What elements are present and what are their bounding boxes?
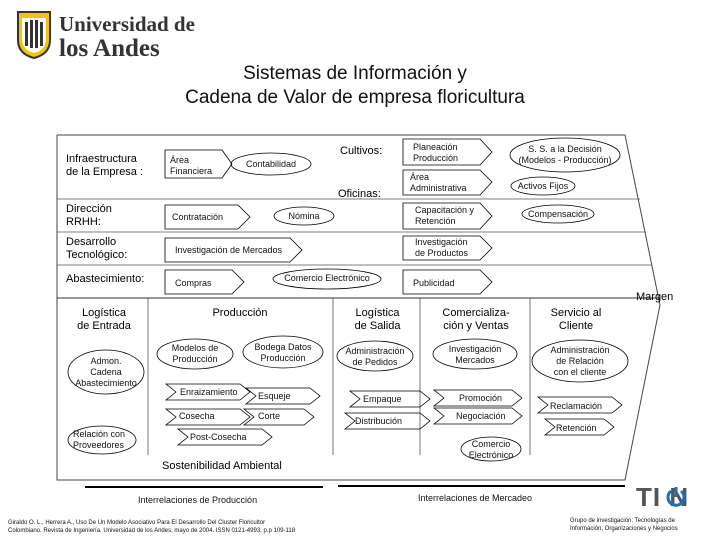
contabilidad-label: Contabilidad: [245, 159, 297, 169]
logistica-entrada-header: [60, 307, 148, 333]
enraizamiento-label: Enraizamiento: [180, 387, 238, 397]
empaque-label: Empaque: [363, 394, 402, 404]
rrhh-line2: RRHH:: [66, 216, 101, 228]
comercializacion-line2: ción y Ventas: [443, 320, 509, 332]
desarrollo-line2: Tecnológico:: [66, 249, 128, 261]
inv-productos-label: [415, 237, 468, 259]
oficinas-label: Oficinas:: [338, 188, 381, 200]
inv-productos-line2: de Productos: [415, 248, 469, 258]
sostenibilidad-label: Sostenibilidad Ambiental: [162, 460, 282, 472]
comercio-electronico-primary-line2: Electrónico: [468, 450, 514, 460]
promocion-label: Promoción: [459, 393, 503, 403]
interrelaciones-produccion-label: Interrelaciones de Producción: [138, 495, 258, 505]
university-line2: los Andes: [59, 35, 160, 62]
citation-line2: Colombiano. Revista de Ingeniería. Universidad de los Andes, mayo de 2004. ISSN 0121-4993. p.p 109-118: [8, 528, 296, 534]
planeacion-line1: Planeación: [413, 142, 458, 152]
comercio-electronico-primary-label: [459, 439, 523, 461]
modelos-produccion-label: [157, 343, 233, 365]
relacion-proveedores-label: [73, 429, 125, 451]
capacitacion-line1: Capacitación y: [415, 205, 475, 215]
area-administrativa-line2: Administrativa: [410, 183, 467, 193]
logistica-entrada-line2: de Entrada: [77, 320, 131, 332]
power-icon: [666, 486, 686, 510]
infraestructura-label: [66, 153, 143, 179]
modelos-produccion-line2: Producción: [172, 354, 218, 364]
comercio-electronico-primary-line1: Comercio: [471, 439, 511, 449]
interrelaciones-mercadeo-label: Interrelaciones de Mercadeo: [418, 493, 533, 503]
publicidad-label: Publicidad: [413, 278, 455, 288]
nomina-label: Nómina: [288, 211, 320, 221]
admin-relacion-line3: con el cliente: [553, 367, 607, 377]
post-cosecha-label: Post-Cosecha: [190, 432, 247, 442]
planeacion-label: [413, 142, 458, 164]
admin-pedidos-line2: de Pedidos: [352, 357, 398, 367]
inv-mercados-primary-label: [433, 344, 517, 366]
contratacion-label: Contratación: [172, 212, 224, 222]
page-title-line2: Cadena de Valor de empresa floricultura: [185, 87, 525, 108]
ss-decision-label: [508, 144, 622, 166]
distribucion-label: Distribución: [355, 416, 403, 426]
planeacion-line2: Producción: [413, 153, 459, 163]
relacion-proveedores-line2: Proveedores: [73, 440, 125, 450]
area-administrativa-line1: Área: [410, 172, 430, 182]
logistica-salida-line2: de Salida: [354, 320, 401, 332]
citation: [8, 519, 295, 535]
servicio-header: [532, 307, 620, 333]
relacion-proveedores-line1: Relación con: [73, 429, 126, 439]
area-financiera-line2: Financiera: [170, 166, 213, 176]
admin-pedidos-label: [337, 346, 413, 368]
compras-label: Compras: [175, 278, 212, 288]
ss-decision-line1: S. S. a la Decisión: [528, 144, 602, 154]
research-group-line1: Grupo de investigación: Tecnologías de: [570, 518, 675, 524]
modelos-produccion-line1: Modelos de: [171, 343, 219, 353]
admon-line2: Cadena: [90, 367, 122, 377]
infraestructura-line2: de la Empresa :: [66, 166, 144, 178]
admin-relacion-line2: de Relación: [556, 356, 604, 366]
tion-logo: [636, 482, 704, 514]
area-financiera-line1: Área: [170, 155, 190, 165]
servicio-line2: Cliente: [558, 320, 594, 332]
servicio-line1: Servicio al: [550, 307, 602, 319]
inv-mercados-support-label: Investigación de Mercados: [175, 245, 283, 255]
admin-relacion-label: [534, 345, 626, 378]
admon-label: [68, 356, 144, 389]
compensacion-label: Compensación: [527, 209, 589, 219]
margen-label: Margen: [636, 291, 674, 303]
area-financiera-label: [170, 155, 212, 177]
inv-mercados-primary-line1: Investigación: [448, 344, 502, 354]
university-line1: Universidad de: [59, 12, 195, 36]
comercio-electronico-label: Comercio Electrónico: [284, 273, 370, 283]
reclamacion-label: Reclamación: [550, 401, 603, 411]
inv-productos-line1: Investigación: [415, 237, 468, 247]
comercializacion-header: [422, 307, 530, 333]
comercializacion-line1: Comercializa-: [442, 307, 510, 319]
bodega-datos-label: [243, 342, 323, 364]
capacitacion-label: [415, 205, 474, 227]
bodega-datos-line2: Producción: [260, 353, 306, 363]
logistica-salida-line1: Logística: [355, 307, 400, 319]
citation-line1: Giraldo O. L., Herrera A., Uso De Un Modelo Asociativo Para El Desarrollo Del Cluster Floricultor: [8, 520, 266, 526]
retencion-label: Retención: [556, 423, 597, 433]
research-group-line2: Información, Organizaciones y Negocios: [570, 526, 678, 532]
page-title-line1: Sistemas de Información y: [243, 63, 467, 84]
area-administrativa-label: [410, 172, 467, 194]
abastecimiento-label: Abastecimiento:: [66, 273, 145, 285]
tion-logo-text: TI N: [636, 482, 690, 512]
cultivos-label: Cultivos:: [340, 145, 383, 157]
logistica-entrada-line1: Logística: [81, 307, 127, 319]
admin-relacion-line1: Administración: [550, 345, 610, 355]
inv-mercados-primary-line2: Mercados: [455, 355, 495, 365]
desarrollo-line1: Desarrollo: [66, 236, 117, 248]
bodega-datos-line1: Bodega Datos: [254, 342, 312, 352]
activos-fijos-label: Activos Fijos: [517, 181, 569, 191]
negociacion-label: Negociación: [456, 411, 506, 421]
produccion-header: Producción: [212, 307, 268, 319]
rrhh-line1: Dirección: [66, 203, 112, 215]
esqueje-label: Esqueje: [258, 391, 291, 401]
admin-pedidos-line1: Administración: [345, 346, 405, 356]
infraestructura-line1: Infraestructura: [66, 153, 137, 165]
ss-decision-line2: (Modelos - Producción): [518, 155, 612, 165]
cosecha-label: Cosecha: [179, 411, 215, 421]
desarrollo-label: [66, 236, 127, 262]
capacitacion-line2: Retención: [415, 216, 456, 226]
admon-line1: Admon.: [90, 356, 122, 366]
admon-line3: Abastecimiento: [75, 378, 137, 388]
corte-label: Corte: [258, 411, 281, 421]
rrhh-label: [66, 203, 112, 229]
logistica-salida-header: [335, 307, 420, 333]
research-group: [570, 517, 678, 533]
